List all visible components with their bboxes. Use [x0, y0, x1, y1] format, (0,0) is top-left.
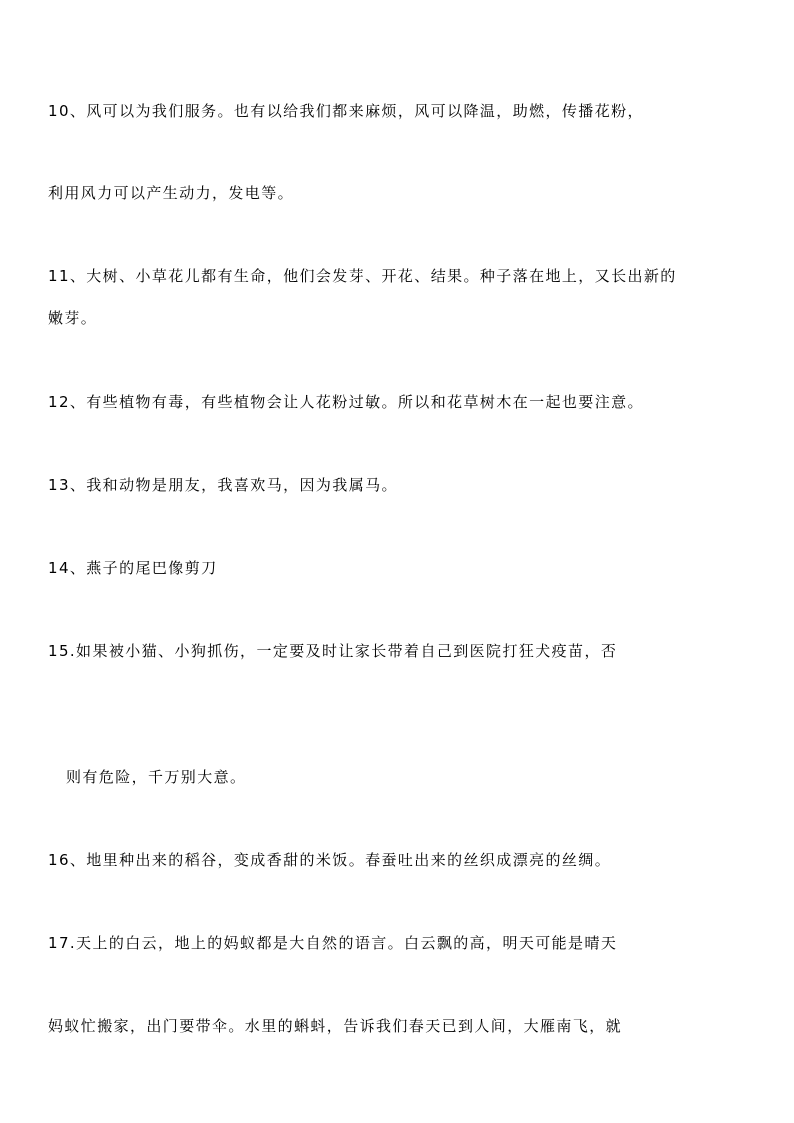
paragraph-17-line-2: 妈蚁忙搬家，出门要带伞。水里的蝌蚪，告诉我们春天已到人间，大雁南飞，就 [48, 1017, 623, 1035]
paragraph-17-line-1: 17.天上的白云，地上的妈蚁都是大自然的语言。白云飘的高，明天可能是晴天 [48, 934, 618, 952]
paragraph-15-line-2: 则有危险，千万别大意。 [66, 768, 247, 786]
paragraph-11-line-2: 嫩芽。 [48, 309, 98, 327]
paragraph-15-line-1: 15.如果被小猫、小狗抓伤，一定要及时让家长带着自己到医院打狂犬疫苗，否 [48, 642, 618, 660]
paragraph-12: 12、有些植物有毒，有些植物会让人花粉过敏。所以和花草树木在一起也要注意。 [48, 393, 644, 411]
paragraph-13: 13、我和动物是朋友，我喜欢马，因为我属马。 [48, 476, 398, 494]
paragraph-14: 14、燕子的尾巴像剪刀 [48, 559, 218, 577]
paragraph-16: 16、地里种出来的稻谷，变成香甜的米饭。春蚕吐出来的丝织成漂亮的丝绸。 [48, 851, 612, 869]
paragraph-11-line-1: 11、大树、小草花儿都有生命，他们会发芽、开花、结果。种子落在地上，又长出新的 [48, 267, 677, 285]
paragraph-10-line-2: 利用风力可以产生动力，发电等。 [48, 184, 295, 202]
paragraph-10-line-1: 10、风可以为我们服务。也有以给我们都来麻烦，风可以降温，助燃，传播花粉， [48, 102, 644, 120]
